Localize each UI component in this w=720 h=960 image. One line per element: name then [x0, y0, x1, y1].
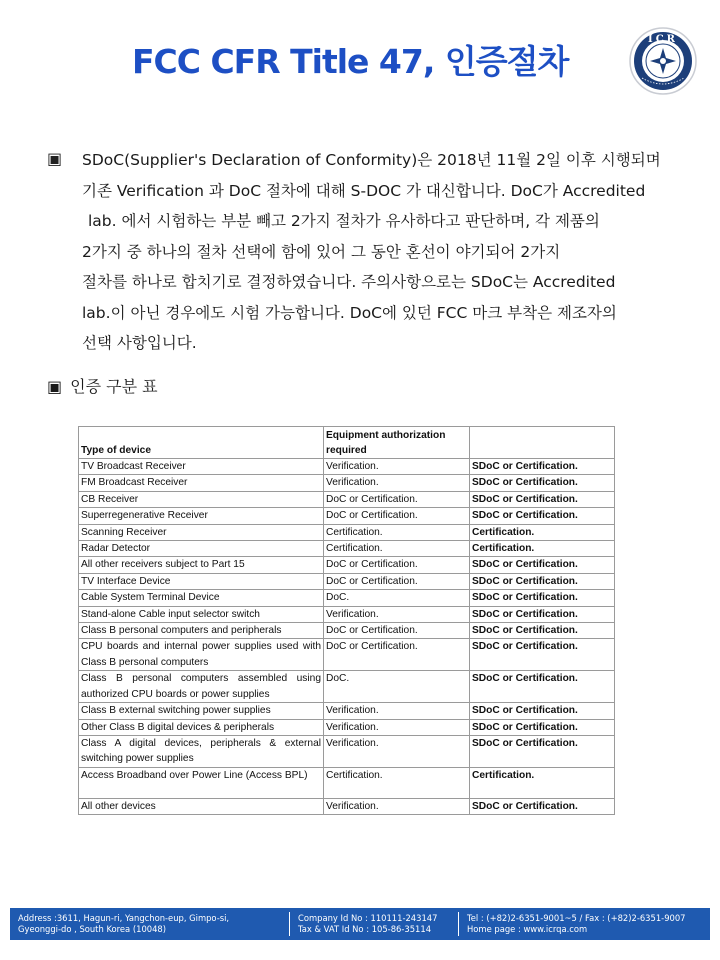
- cell-device-type: All other receivers subject to Part 15: [79, 557, 324, 573]
- table-row: [79, 623, 615, 639]
- table-row: [79, 508, 615, 524]
- cell-new-authorization: SDoC or Certification.: [470, 557, 615, 573]
- cell-device-type: TV Interface Device: [79, 573, 324, 589]
- cell-device-type: CPU boards and internal power supplies used with Class B personal computers: [79, 639, 324, 671]
- cell-current-authorization: DoC or Certification.: [324, 623, 470, 639]
- paragraph-line: 2가지 중 하나의 절차 선택에 함에 있어 그 동안 혼선이 야기되어 2가지: [82, 242, 561, 261]
- icr-logo: [628, 26, 698, 96]
- cell-new-authorization: SDoC or Certification.: [470, 573, 615, 589]
- paragraph-line: 절차를 하나로 합치기로 결정하였습니다. 주의사항으로는 SDoC는 Accredited: [82, 273, 616, 291]
- cell-new-authorization: Certification.: [470, 767, 615, 798]
- cell-new-authorization: SDoC or Certification.: [470, 475, 615, 491]
- paragraph-line: lab. 에서 시험하는 부분 빼고 2가지 절차가 유사하다고 판단하며, 각 제품의: [88, 212, 600, 230]
- cell-current-authorization: Certification.: [324, 541, 470, 557]
- cell-device-type: Class B personal computers and peripherals: [79, 623, 324, 639]
- cell-current-authorization: Certification.: [324, 767, 470, 798]
- footer-bar: [10, 908, 710, 940]
- footer-divider: [458, 912, 459, 936]
- table-row: [79, 491, 615, 507]
- cell-current-authorization: DoC or Certification.: [324, 508, 470, 524]
- footer-address: [18, 913, 229, 935]
- table-row: [79, 475, 615, 491]
- authorization-table: [78, 426, 615, 815]
- cell-new-authorization: SDoC or Certification.: [470, 491, 615, 507]
- cell-device-type: Radar Detector: [79, 541, 324, 557]
- cell-current-authorization: DoC or Certification.: [324, 491, 470, 507]
- tel-fax: Tel : (+82)2-6351-9001~5 / Fax : (+82)2-6351-9007: [467, 913, 686, 923]
- paragraph-line: lab.이 아닌 경우에도 시험 가능합니다. DoC에 있던 FCC 마크 부착은 제조자의: [82, 303, 617, 322]
- table-row: [79, 767, 615, 798]
- table-row: [79, 606, 615, 622]
- table-row: [79, 573, 615, 589]
- cell-device-type: Cable System Terminal Device: [79, 590, 324, 606]
- cell-current-authorization: Verification.: [324, 703, 470, 719]
- cell-current-authorization: DoC or Certification.: [324, 639, 470, 671]
- table-row: [79, 541, 615, 557]
- cell-new-authorization: SDoC or Certification.: [470, 459, 615, 475]
- footer-contact: [467, 913, 686, 935]
- cell-device-type: Superregenerative Receiver: [79, 508, 324, 524]
- cell-device-type: CB Receiver: [79, 491, 324, 507]
- table-row: [79, 719, 615, 735]
- cell-device-type: Class B personal computers assembled using authorized CPU boards or power supplies: [79, 671, 324, 703]
- cell-new-authorization: SDoC or Certification.: [470, 671, 615, 703]
- table-row: [79, 798, 615, 814]
- page-title: FCC CFR Title 47, 인증절차: [132, 42, 569, 81]
- paragraph-line: 선택 사항입니다.: [82, 334, 197, 352]
- cell-device-type: Stand-alone Cable input selector switch: [79, 606, 324, 622]
- company-id: Company Id No : 110111-243147: [298, 913, 438, 923]
- cell-current-authorization: Verification.: [324, 798, 470, 814]
- table-row: [79, 557, 615, 573]
- table-header-row: [79, 427, 615, 459]
- cell-device-type: TV Broadcast Receiver: [79, 459, 324, 475]
- cell-new-authorization: SDoC or Certification.: [470, 719, 615, 735]
- address-line: Gyeonggi-do , South Korea (10048): [18, 924, 167, 934]
- cell-current-authorization: Verification.: [324, 606, 470, 622]
- footer-divider: [289, 912, 290, 936]
- table-row: [79, 590, 615, 606]
- logo-text: ICR: [648, 34, 678, 45]
- table-row: [79, 459, 615, 475]
- cell-current-authorization: Verification.: [324, 459, 470, 475]
- cell-new-authorization: SDoC or Certification.: [470, 590, 615, 606]
- intro-paragraph: [82, 146, 700, 360]
- homepage-link[interactable]: Home page : www.icrqa.com: [467, 924, 588, 934]
- tax-id: Tax & VAT Id No : 105-86-35114: [298, 924, 432, 934]
- section-marker: ▣: [47, 377, 63, 396]
- table-row: [79, 524, 615, 540]
- cell-new-authorization: SDoC or Certification.: [470, 639, 615, 671]
- table-row: [79, 671, 615, 703]
- cell-current-authorization: DoC.: [324, 671, 470, 703]
- cell-device-type: FM Broadcast Receiver: [79, 475, 324, 491]
- cell-device-type: Other Class B digital devices & peripherals: [79, 719, 324, 735]
- cell-new-authorization: SDoC or Certification.: [470, 508, 615, 524]
- paragraph-line: SDoC(Supplier's Declaration of Conformity)은 2018년 11월 2일 이후 시행되며: [82, 151, 661, 169]
- cell-new-authorization: SDoC or Certification.: [470, 623, 615, 639]
- cell-device-type: Scanning Receiver: [79, 524, 324, 540]
- header-type-of-device: Type of device: [79, 427, 324, 459]
- footer-company-ids: [298, 913, 437, 935]
- cell-new-authorization: Certification.: [470, 541, 615, 557]
- table-row: [79, 735, 615, 767]
- cell-new-authorization: SDoC or Certification.: [470, 735, 615, 767]
- cell-current-authorization: Verification.: [324, 735, 470, 767]
- cell-current-authorization: Certification.: [324, 524, 470, 540]
- section-heading-text: 인증 구분 표: [70, 377, 158, 396]
- cell-device-type: Class B external switching power supplies: [79, 703, 324, 719]
- header-authorization-required: Equipment authorization required: [324, 427, 470, 459]
- paragraph-marker: ▣: [47, 151, 63, 168]
- cell-current-authorization: Verification.: [324, 719, 470, 735]
- section-heading: [47, 374, 158, 397]
- table-row: [79, 703, 615, 719]
- header-new-procedure: [470, 427, 615, 459]
- cell-device-type: Class A digital devices, peripherals & external switching power supplies: [79, 735, 324, 767]
- cell-current-authorization: DoC.: [324, 590, 470, 606]
- cell-new-authorization: SDoC or Certification.: [470, 703, 615, 719]
- cell-new-authorization: Certification.: [470, 524, 615, 540]
- table-body: [79, 459, 615, 815]
- cell-current-authorization: DoC or Certification.: [324, 573, 470, 589]
- cell-new-authorization: SDoC or Certification.: [470, 798, 615, 814]
- cell-device-type: All other devices: [79, 798, 324, 814]
- table-row: [79, 639, 615, 671]
- paragraph-line: 기존 Verification 과 DoC 절차에 대해 S-DOC 가 대신합니다. DoC가 Accredited: [82, 181, 646, 200]
- cell-new-authorization: SDoC or Certification.: [470, 606, 615, 622]
- cell-device-type: Access Broadband over Power Line (Access BPL): [79, 767, 324, 798]
- address-line: Address :3611, Hagun-ri, Yangchon-eup, Gimpo-si,: [18, 913, 230, 923]
- cell-current-authorization: Verification.: [324, 475, 470, 491]
- cell-current-authorization: DoC or Certification.: [324, 557, 470, 573]
